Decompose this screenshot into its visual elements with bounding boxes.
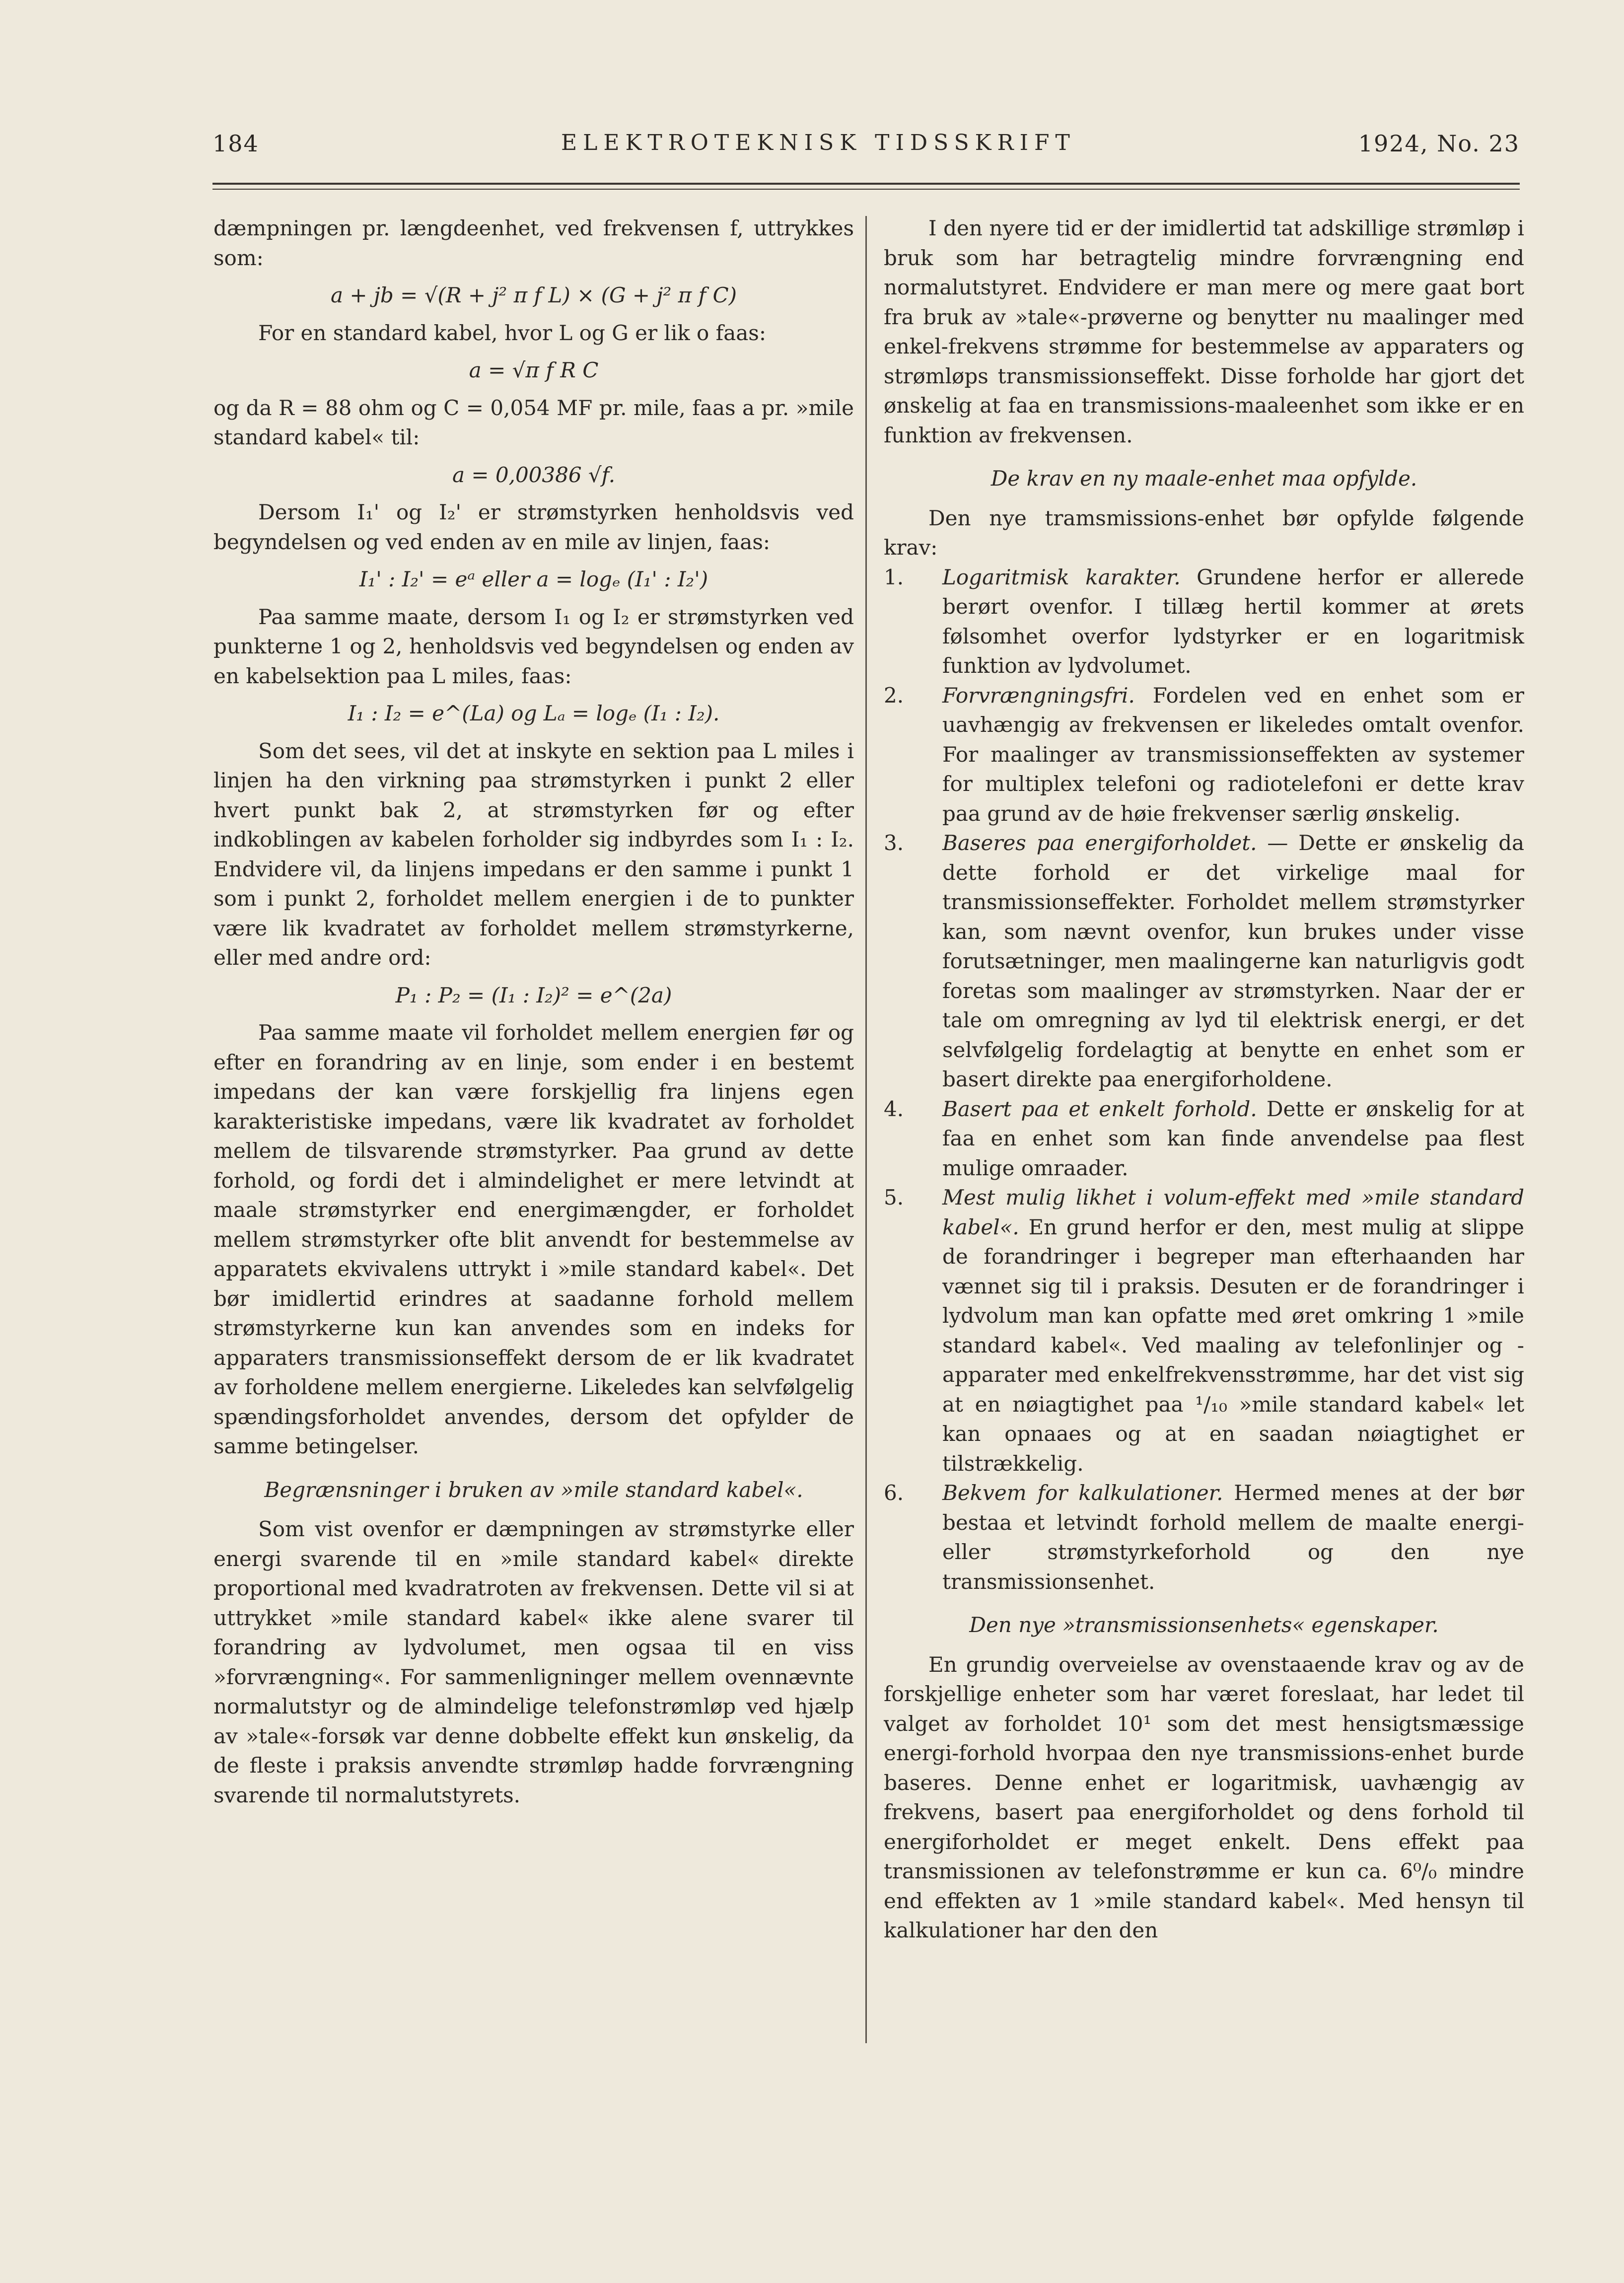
list-item: [884, 1094, 1524, 1183]
list-number: 1.: [884, 565, 904, 589]
section-heading: Den nye »transmissionsenhets« egenskaper.: [969, 1613, 1439, 1637]
list-title: Bekvem for kalkulationer.: [942, 1481, 1223, 1505]
list-number: 6.: [884, 1481, 904, 1505]
list-number: 2.: [884, 683, 904, 708]
list-item: [884, 1183, 1524, 1478]
paragraph: Paa samme maate vil forholdet mellem energien før og efter en forandring av en linje, som ender i en bestemt impedans der kan være forskjellig fra linjens egen karakteristiske impedans, være lik kvadratet av forholdet mellem de tilsvarende strømstyrker. Paa grund av dette forhold, og fordi det i almindelighet er mere letvindt at maale strømstyrker end energimængder, er forholdet mellem strømstyrker ofte blit anvendt for bestemmelse av apparatets ekvivalens uttrykt i »mile standard kabel«. Det bør imidlertid erindres at saadanne forhold mellem strømstyrkerne kun kan anvendes som en indeks for apparaters transmissionseffekt dersom de er lik kvadratet av forholdene mellem energierne. Likeledes kan selvfølgelig spændingsforholdet anvendes, dersom det opfylder de samme betingelser.: [213, 1020, 854, 1458]
journal-title: ELEKTROTEKNISK TIDSSKRIFT: [561, 130, 1076, 155]
list-text: Fordelen ved en enhet som er uavhængig av frekvensen er likeledes omtalt ovenfor. For maalinger av transmissionseffekten av systemer for multiplex telefoni og radiotelefoni er dette krav paa grund av de høie frekvenser særlig ønskelig.: [942, 683, 1524, 826]
equation: I₁' : I₂' = eᵃ eller a = logₑ (I₁' : I₂'): [359, 567, 708, 591]
list-item: [884, 681, 1524, 829]
section-heading: Begrænsninger i bruken av »mile standard kabel«.: [264, 1477, 803, 1502]
list-title: Mest mulig likhet i volum-effekt med »mile standard kabel«.: [942, 1185, 1524, 1239]
equation: a + jb = √(R + j² π f L) × (G + j² π f C): [330, 283, 737, 307]
paragraph: I den nyere tid er der imidlertid tat adskillige strømløp i bruk som har betragtelig mindre forvrængning end normalutstyret. Endvidere er man mere og mere gaat bort fra bruk av »tale«-prøverne og benytter nu maalinger med enkel-frekvens strømme for bestemmelse av apparaters og strømløps transmissionseffekt. Disse forholde har gjort det ønskelig at faa en transmissions-maaleenhet som ikke er en funktion av frekvensen.: [884, 216, 1524, 447]
paragraph: Paa samme maate, dersom I₁ og I₂ er strømstyrken ved punkterne 1 og 2, henholdsvis ved begyndelsen og enden av en kabelsektion paa L miles, faas:: [213, 604, 854, 688]
equation: a = 0,00386 √f.: [452, 462, 616, 487]
equation: I₁ : I₂ = e^(La) og Lₐ = logₑ (I₁ : I₂).: [348, 701, 720, 725]
list-text: Dette er ønskelig for at faa en enhet som kan finde anvendelse paa flest mulige omraader.: [942, 1096, 1524, 1180]
list-title: Basert paa et enkelt forhold.: [942, 1096, 1257, 1121]
equation: a = √π f R C: [469, 358, 599, 382]
list-title: Logaritmisk karakter.: [942, 565, 1181, 589]
paragraph: Dersom I₁' og I₂' er strømstyrken henholdsvis ved begyndelsen og ved enden av en mile av linjen, faas:: [213, 500, 854, 554]
header-rule-thin: [212, 189, 1520, 190]
paragraph: En grundig overveielse av ovenstaaende krav og av de forskjellige enheter som har været foreslaat, har ledet til valget av forholdet 10¹ som det mest hensigtsmæssige energi-forhold hvorpaa den nye transmissions-enhet burde baseres. Denne enhet er logaritmisk, uavhængig av frekvens, basert paa energiforholdet og dens forhold til energiforholdet er meget enkelt. Dens effekt paa transmissionen av telefonstrømme er kun ca. 6⁰/₀ mindre end effekten av 1 »mile standard kabel«. Med hensyn til kalkulationer har den den: [884, 1652, 1524, 1942]
paragraph: For en standard kabel, hvor L og G er lik o faas:: [258, 320, 767, 345]
paragraph: dæmpningen pr. længdeenhet, ved frekvensen f, uttrykkes som:: [213, 216, 854, 270]
left-column: [213, 214, 854, 1810]
paragraph: og da R = 88 ohm og C = 0,054 MF pr. mile, faas a pr. »mile standard kabel« til:: [213, 395, 854, 449]
column-divider: [865, 216, 867, 2043]
list-title: Forvrængningsfri.: [942, 683, 1135, 708]
list-text: Hermed menes at der bør bestaa et letvindt forhold mellem de maalte energi- eller strømstyrkeforhold og den nye transmissionsenhet.: [942, 1481, 1524, 1594]
right-column: [884, 214, 1524, 1945]
list-item: [884, 563, 1524, 681]
list-item: [884, 1478, 1524, 1596]
list-number: 5.: [884, 1185, 904, 1210]
list-text: — Dette er ønskelig da dette forhold er det virkelige maal for transmissionseffekter. Forholdet mellem strømstyrker kan, som nævnt ovenfor, kun brukes under visse forutsætninger, men maalingerne kan naturligvis godt foretas som maalinger av strømstyrken. Naar der er tale om omregning av lyd til elektrisk energi, er det selvfølgelig fordelagtig at benytte en enhet som er basert direkte paa energiforholdene.: [942, 831, 1524, 1091]
list-title: Baseres paa energiforholdet.: [942, 831, 1257, 855]
list-number: 4.: [884, 1096, 904, 1121]
page-number: 184: [212, 130, 259, 157]
list-item: [884, 828, 1524, 1094]
list-number: 3.: [884, 831, 904, 855]
list-text: En grund herfor er den, mest mulig at slippe de forandringer i begreper man efterhaanden har vænnet sig til i praksis. Desuten er de forandringer i lydvolum man kan opfatte med øret omkring 1 »mile standard kabel«. Ved maaling av telefonlinjer og -apparater med enkelfrekvensstrømme, har det vist sig at en nøiagtighet paa ¹/₁₀ »mile standard kabel« let kan opnaaes og at en saadan nøiagtighet er tilstrækkelig.: [942, 1214, 1524, 1476]
paragraph: Som det sees, vil det at inskyte en sektion paa L miles i linjen ha den virkning paa strømstyrken i punkt 2 eller hvert punkt bak 2, at strømstyrken før og efter indkoblingen av kabelen forholder sig indbyrdes som I₁ : I₂. Endvidere vil, da linjens impedans er den samme i punkt 1 som i punkt 2, forholdet mellem energien i de to punkter være lik kvadratet av forholdet mellem strømstyrkerne, eller med andre ord:: [213, 738, 854, 970]
paragraph: Som vist ovenfor er dæmpningen av strømstyrke eller energi svarende til en »mile standard kabel« direkte proportional med kvadratroten av frekvensen. Dette vil si at uttrykket »mile standard kabel« ikke alene svarer til forandring av lydvolumet, men ogsaa til en viss »forvrængning«. For sammenligninger mellem ovennævnte normalutstyr og de almindelige telefonstrømløp ved hjælp av »tale«-forsøk var denne dobbelte effekt kun ønskelig, da de fleste i praksis anvendte strømløp hadde forvrængning svarende til normalutstyrets.: [213, 1517, 854, 1807]
section-heading: De krav en ny maale-enhet maa opfylde.: [990, 466, 1417, 491]
header-rule: [212, 183, 1520, 185]
paragraph: Den nye tramsmissions-enhet bør opfylde følgende krav:: [884, 505, 1524, 560]
issue-label: 1924, No. 23: [1358, 130, 1520, 157]
list-text: Grundene herfor er allerede berørt ovenfor. I tillæg hertil kommer at ørets følsomhet overfor lydstyrker er en logaritmisk funktion av lydvolumet.: [942, 565, 1524, 678]
equation: P₁ : P₂ = (I₁ : I₂)² = e^(2a): [395, 983, 672, 1007]
